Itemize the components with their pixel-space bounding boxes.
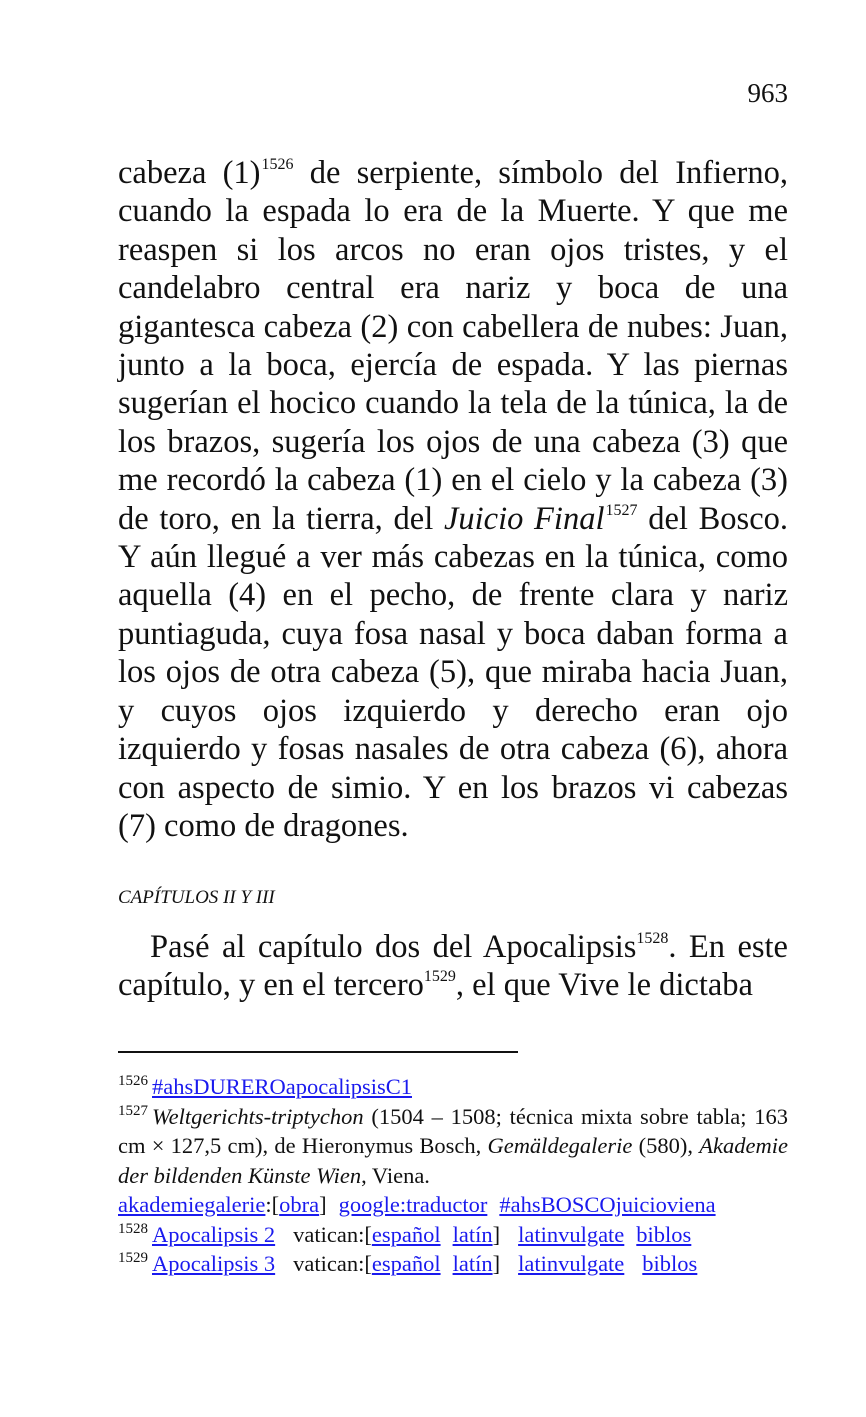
apocalipsis-2-link[interactable]: Apocalipsis 2 <box>152 1221 276 1247</box>
akademiegalerie-link[interactable]: akademiegalerie <box>118 1192 266 1217</box>
espanol-link[interactable]: español <box>371 1251 441 1276</box>
google-traductor-link[interactable]: google:traductor <box>338 1192 488 1217</box>
section-heading: CAPÍTULOS II Y III <box>118 887 275 908</box>
paragraph-2-text-a: Pasé al capítulo dos del Apocalipsis <box>150 929 637 965</box>
biblos-link[interactable]: biblos <box>642 1251 698 1276</box>
footnote-academy: Akademie der bildenden Künste Wien <box>118 1133 788 1188</box>
main-paragraph <box>118 154 788 845</box>
footnote-divider <box>118 1051 518 1053</box>
footnote-museum: Gemäldegalerie <box>487 1133 633 1158</box>
biblos-link[interactable]: biblos <box>636 1221 692 1247</box>
footnote-1526 <box>118 1072 788 1102</box>
artwork-title: Juicio Final <box>443 500 605 537</box>
bracket-close: ] <box>319 1192 327 1217</box>
footnote-text: (1504 – 1508; técnica mixta sobre tabla; 163 cm × 127,5 cm), de Hieronymus Bosch, <box>118 1103 788 1158</box>
latinvulgate-link[interactable]: latinvulgate <box>518 1221 625 1247</box>
apocalipsis-3-link[interactable]: Apocalipsis 3 <box>152 1251 276 1276</box>
latinvulgate-link[interactable]: latinvulgate <box>518 1251 625 1276</box>
footnote-link-durero[interactable]: #ahsDUREROapocalipsisC1 <box>152 1074 412 1099</box>
footnotes <box>118 1072 788 1279</box>
obra-link[interactable]: obra <box>279 1192 320 1217</box>
bracket-close: ] <box>492 1251 501 1276</box>
paragraph-1 <box>118 154 788 845</box>
paragraph-2 <box>118 928 788 1005</box>
bosco-juicio-link[interactable]: #ahsBOSCOjuicioviena <box>499 1192 716 1217</box>
vatican-label: vatican:[ <box>293 1251 372 1276</box>
footnote-number: 1529 <box>118 1250 148 1266</box>
footnote-number: 1528 <box>118 1220 148 1237</box>
paragraph-2-text-b: . En este capítulo, y en el tercero <box>118 929 788 1004</box>
espanol-link[interactable]: español <box>371 1221 441 1247</box>
footnote-number: 1527 <box>118 1102 148 1119</box>
footnote-text: (580), <box>632 1133 700 1158</box>
latin-link[interactable]: latín <box>452 1221 493 1247</box>
latin-link[interactable]: latín <box>452 1251 493 1276</box>
footnote-1527 <box>118 1102 788 1191</box>
footnote-1529 <box>118 1249 788 1279</box>
bracket-close: ] <box>492 1221 501 1247</box>
footnote-ref-1527[interactable]: 1527 <box>605 501 638 519</box>
vatican-label: vatican:[ <box>293 1221 372 1247</box>
footnote-ref-1528[interactable]: 1528 <box>636 930 669 947</box>
footnote-number: 1526 <box>118 1073 148 1089</box>
footnote-text: , Viena. <box>361 1162 430 1188</box>
footnote-artwork-title: Weltgerichts-triptychon <box>152 1103 364 1129</box>
footnote-1527-links <box>118 1190 788 1220</box>
paragraph-2-text-c: , el que Vive le dictaba <box>455 967 753 1004</box>
paragraph-1-text-a: cabeza (1) <box>118 155 261 191</box>
paragraph-1-text-b: de serpiente, símbolo del Infierno, cuando la espada lo era de la Muerte. Y que me reaspen si los arcos no eran ojos tristes, y el candelabro central era nariz y boca de una gigantesca cabeza (2) con cabellera de nubes: Juan, junto a la boca, ejercía de espada. Y las piernas sugerían el hocico cuando la tela de la túnica, la de los brazos, sugería los ojos de una cabeza (3) que me recordó la cabeza (1) en el cielo y la cabeza (3) de toro, en la tierra, del <box>118 155 788 537</box>
second-paragraph-block <box>118 928 788 1005</box>
page-number: 963 <box>747 78 788 108</box>
footnote-ref-1529[interactable]: 1529 <box>423 968 456 986</box>
footnote-1528 <box>118 1220 788 1250</box>
paragraph-1-text-c: del Bosco. Y aún llegué a ver más cabezas en la túnica, como aquella (4) en el pecho, de frente clara y nariz puntiaguda, cuya fosa nasal y boca daban forma a los ojos de otra cabeza (5), que miraba hacia Juan, y cuyos ojos izquierdo y derecho eran ojo izquierdo y fosas nasales de otra cabeza (6), ahora con aspecto de simio. Y en los brazos vi cabezas (7) como de dragones. <box>118 500 788 844</box>
footnote-ref-1526[interactable]: 1526 <box>261 156 294 173</box>
bracket-open: :[ <box>265 1192 280 1217</box>
